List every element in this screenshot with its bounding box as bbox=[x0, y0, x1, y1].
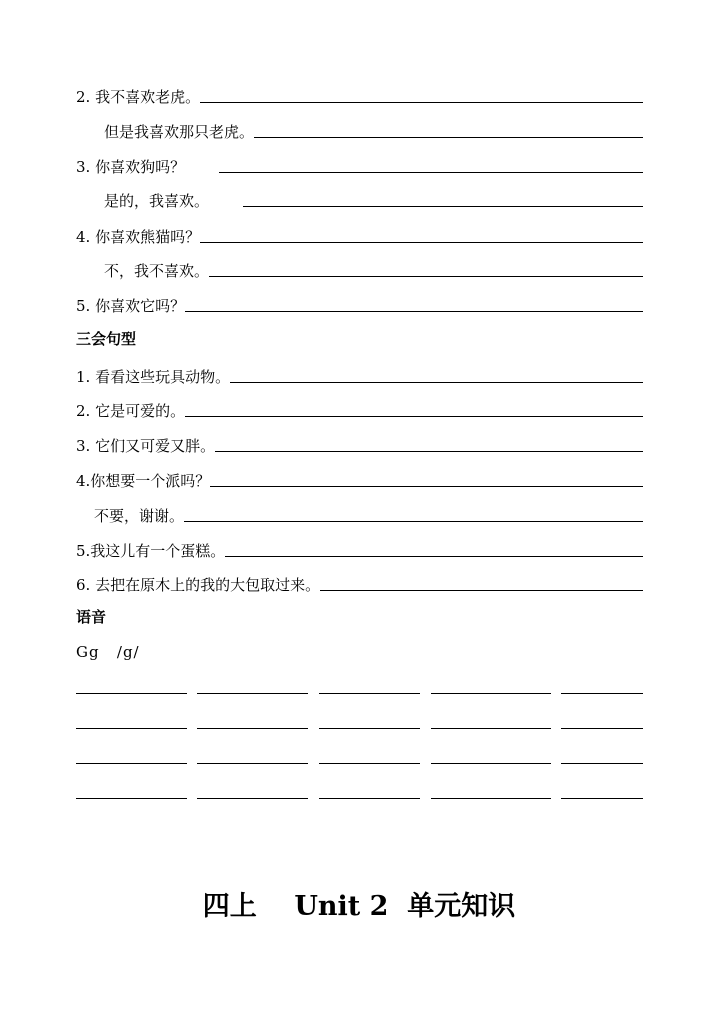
answer-blank[interactable] bbox=[215, 451, 643, 452]
sentence-prompt: 3. 它们又可爱又胖。 bbox=[76, 437, 216, 455]
pattern-line-4 bbox=[76, 468, 643, 490]
phonics-letter-sound: Gg /g/ bbox=[76, 643, 140, 661]
sentence-prompt: 6. 去把在原木上的我的大包取过来。 bbox=[76, 576, 321, 594]
section-title-phonics: 语音 bbox=[76, 608, 107, 626]
sentence-line-3 bbox=[76, 154, 643, 176]
answer-blank[interactable] bbox=[200, 102, 643, 103]
sentence-prompt: 2. 我不喜欢老虎。 bbox=[76, 88, 201, 106]
word-blank[interactable] bbox=[76, 763, 187, 764]
unit-title: 四上 Unit 2 单元知识 bbox=[202, 891, 516, 922]
answer-blank[interactable] bbox=[219, 172, 643, 173]
sentence-line-2b bbox=[104, 119, 643, 141]
word-blank[interactable] bbox=[197, 798, 308, 799]
sentence-prompt: 不，我不喜欢。 bbox=[104, 262, 210, 280]
word-blank[interactable] bbox=[431, 728, 551, 729]
word-blank[interactable] bbox=[319, 798, 420, 799]
sentence-prompt: 4. 你喜欢熊猫吗？ bbox=[76, 228, 201, 246]
sentence-line-2 bbox=[76, 84, 643, 106]
word-blank[interactable] bbox=[561, 728, 643, 729]
sentence-line-3b bbox=[104, 188, 643, 210]
sentence-prompt: 4.你想要一个派吗？ bbox=[76, 472, 211, 490]
answer-blank[interactable] bbox=[254, 137, 643, 138]
sentence-line-4 bbox=[76, 224, 643, 246]
word-blank[interactable] bbox=[561, 763, 643, 764]
sentence-line-5 bbox=[76, 293, 643, 315]
answer-blank[interactable] bbox=[320, 590, 643, 591]
sentence-prompt: 2. 它是可爱的。 bbox=[76, 402, 186, 420]
word-blank[interactable] bbox=[561, 693, 643, 694]
pattern-line-6 bbox=[76, 572, 643, 594]
sentence-line-4b bbox=[104, 258, 643, 280]
word-blank[interactable] bbox=[561, 798, 643, 799]
word-blank[interactable] bbox=[197, 693, 308, 694]
pattern-line-3 bbox=[76, 433, 643, 455]
answer-blank[interactable] bbox=[230, 382, 643, 383]
word-blank[interactable] bbox=[319, 728, 420, 729]
sentence-prompt: 5. 你喜欢它吗？ bbox=[76, 297, 186, 315]
pattern-line-2 bbox=[76, 398, 643, 420]
answer-blank[interactable] bbox=[200, 242, 643, 243]
answer-blank[interactable] bbox=[184, 521, 643, 522]
sentence-prompt: 但是我喜欢那只老虎。 bbox=[104, 123, 255, 141]
answer-blank[interactable] bbox=[243, 206, 643, 207]
word-blank[interactable] bbox=[197, 763, 308, 764]
answer-blank[interactable] bbox=[210, 486, 643, 487]
word-blank[interactable] bbox=[197, 728, 308, 729]
answer-blank[interactable] bbox=[185, 311, 643, 312]
word-blank[interactable] bbox=[76, 693, 187, 694]
pattern-line-1 bbox=[76, 364, 643, 386]
word-blank[interactable] bbox=[319, 693, 420, 694]
section-title-patterns: 三会句型 bbox=[76, 330, 137, 348]
word-blank[interactable] bbox=[431, 693, 551, 694]
sentence-prompt: 3. 你喜欢狗吗？ bbox=[76, 158, 186, 176]
pattern-line-5 bbox=[76, 538, 643, 560]
word-blank[interactable] bbox=[431, 798, 551, 799]
answer-blank[interactable] bbox=[225, 556, 643, 557]
word-blank[interactable] bbox=[76, 798, 187, 799]
word-blank[interactable] bbox=[431, 763, 551, 764]
sentence-prompt: 1. 看看这些玩具动物。 bbox=[76, 368, 231, 386]
answer-blank[interactable] bbox=[185, 416, 643, 417]
sentence-prompt: 不要，谢谢。 bbox=[94, 507, 185, 525]
word-blank[interactable] bbox=[76, 728, 187, 729]
answer-blank[interactable] bbox=[209, 276, 643, 277]
sentence-prompt: 是的，我喜欢。 bbox=[104, 192, 210, 210]
pattern-line-4b bbox=[94, 503, 643, 525]
sentence-prompt: 5.我这儿有一个蛋糕。 bbox=[76, 542, 226, 560]
word-blank[interactable] bbox=[319, 763, 420, 764]
